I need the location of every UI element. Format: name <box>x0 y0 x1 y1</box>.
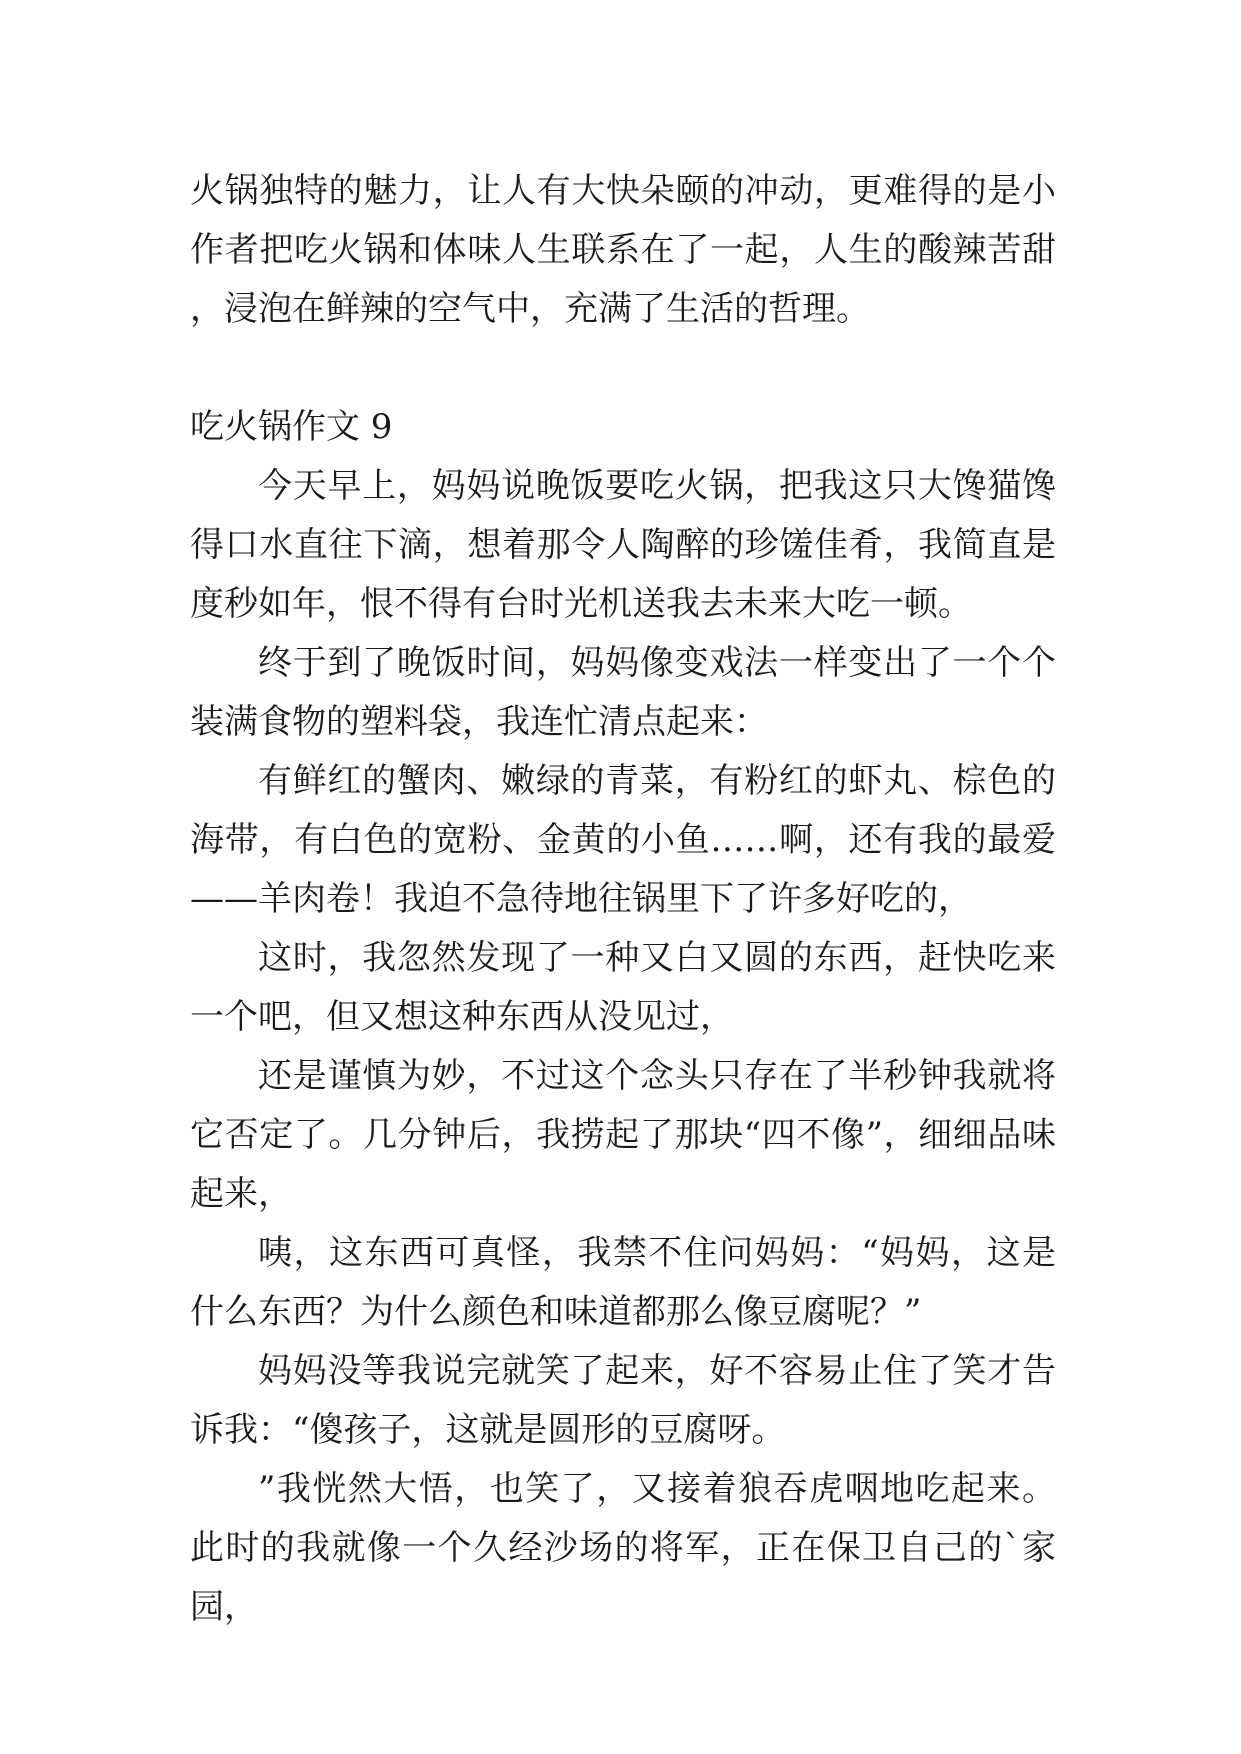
document-body <box>190 162 1056 1637</box>
body-paragraph-2: 终于到了晚饭时间，妈妈像变戏法一样变出了一个个装满食物的塑料袋，我连忙清点起来： <box>190 643 1056 742</box>
intro-paragraph: 火锅独特的魅力，让人有大快朵颐的冲动，更难得的是小作者把吃火锅和体味人生联系在了一起，人生的酸辣苦甜，浸泡在鲜辣的空气中，充满了生活的哲理。 <box>190 171 1056 329</box>
body-paragraph-5: 还是谨慎为妙，不过这个念头只存在了半秒钟我就将它否定了。几分钟后，我捞起了那块“四不像”，细细品味起来， <box>190 1056 1056 1214</box>
body-paragraph-6: 咦，这东西可真怪，我禁不住问妈妈：“妈妈，这是什么东西？为什么颜色和味道都那么像豆腐呢？” <box>190 1233 1056 1332</box>
section-title: 吃火锅作文 9 <box>190 407 393 447</box>
paragraph-gap <box>190 339 1056 398</box>
body-paragraph-4: 这时，我忽然发现了一种又白又圆的东西，赶快吃来一个吧，但又想这种东西从没见过， <box>190 938 1056 1037</box>
body-paragraph-3: 有鲜红的蟹肉、嫩绿的青菜，有粉红的虾丸、棕色的海带，有白色的宽粉、金黄的小鱼……啊，还有我的最爱——羊肉卷！我迫不急待地往锅里下了许多好吃的， <box>190 761 1056 919</box>
body-paragraph-1: 今天早上，妈妈说晚饭要吃火锅，把我这只大馋猫馋得口水直往下滴，想着那令人陶醉的珍馐佳肴，我简直是度秒如年，恨不得有台时光机送我去未来大吃一顿。 <box>190 466 1056 624</box>
body-paragraph-7: 妈妈没等我说完就笑了起来，好不容易止住了笑才告诉我：“傻孩子，这就是圆形的豆腐呀。 <box>190 1351 1056 1450</box>
body-paragraph-8: ”我恍然大悟，也笑了，又接着狼吞虎咽地吃起来。此时的我就像一个久经沙场的将军，正在保卫自己的`家园， <box>190 1469 1056 1627</box>
